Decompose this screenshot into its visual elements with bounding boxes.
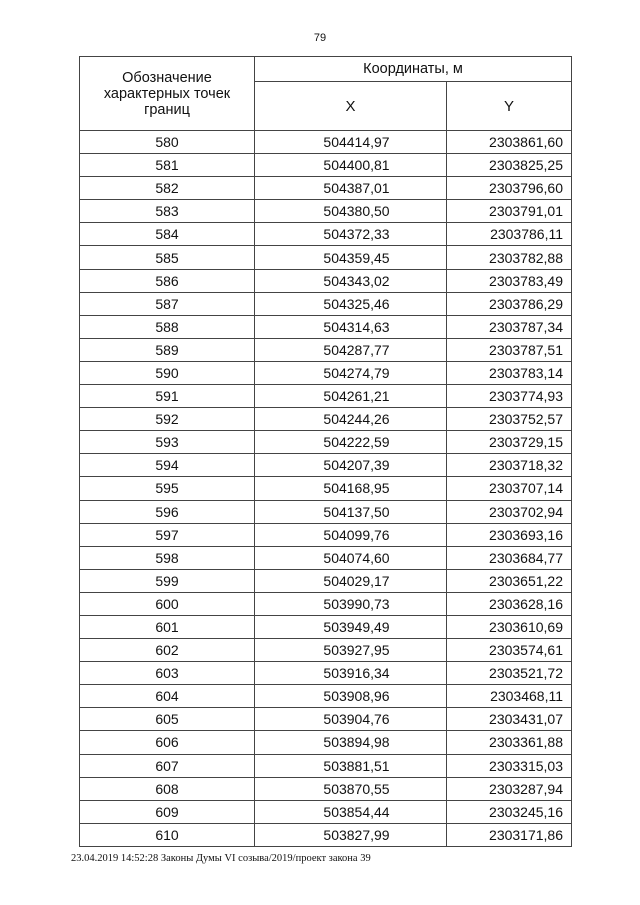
y-cell: 2303729,15: [447, 431, 572, 454]
y-cell: 2303783,49: [447, 269, 572, 292]
point-cell: 590: [80, 361, 255, 384]
x-cell: 504359,45: [255, 246, 447, 269]
x-cell: 504274,79: [255, 361, 447, 384]
table-row: [80, 338, 572, 361]
point-cell: 587: [80, 292, 255, 315]
x-cell: 503916,34: [255, 662, 447, 685]
header-x: X: [255, 82, 447, 131]
point-cell: 584: [80, 223, 255, 246]
x-cell: 503904,76: [255, 708, 447, 731]
table-row: [80, 292, 572, 315]
x-cell: 503854,44: [255, 800, 447, 823]
x-cell: 503881,51: [255, 754, 447, 777]
x-cell: 503894,98: [255, 731, 447, 754]
x-cell: 504287,77: [255, 338, 447, 361]
y-cell: 2303315,03: [447, 754, 572, 777]
point-cell: 595: [80, 477, 255, 500]
point-cell: 597: [80, 523, 255, 546]
table-row: [80, 708, 572, 731]
point-cell: 599: [80, 569, 255, 592]
table-row: [80, 131, 572, 154]
table-row: [80, 200, 572, 223]
table-row: [80, 523, 572, 546]
x-cell: 504222,59: [255, 431, 447, 454]
footer-stamp: 23.04.2019 14:52:28 Законы Думы VI созыва/2019/проект закона 39: [71, 853, 371, 864]
point-cell: 603: [80, 662, 255, 685]
table-row: [80, 777, 572, 800]
y-cell: 2303574,61: [447, 639, 572, 662]
table-row: [80, 477, 572, 500]
x-cell: 504343,02: [255, 269, 447, 292]
point-cell: 607: [80, 754, 255, 777]
x-cell: 503908,96: [255, 685, 447, 708]
x-cell: 504168,95: [255, 477, 447, 500]
x-cell: 503827,99: [255, 823, 447, 846]
y-cell: 2303651,22: [447, 569, 572, 592]
table-row: [80, 615, 572, 638]
x-cell: 503927,95: [255, 639, 447, 662]
point-cell: 606: [80, 731, 255, 754]
header-coordinates: Координаты, м: [255, 57, 572, 82]
y-cell: 2303245,16: [447, 800, 572, 823]
y-cell: 2303468,11: [447, 685, 572, 708]
table-row: [80, 662, 572, 685]
point-cell: 583: [80, 200, 255, 223]
y-cell: 2303287,94: [447, 777, 572, 800]
header-point-label: Обозначение характерных точек границ: [80, 57, 255, 131]
x-cell: 504137,50: [255, 500, 447, 523]
page-number: 79: [313, 32, 327, 44]
y-cell: 2303783,14: [447, 361, 572, 384]
table-row: [80, 454, 572, 477]
table-row: [80, 800, 572, 823]
x-cell: 503990,73: [255, 592, 447, 615]
point-cell: 598: [80, 546, 255, 569]
point-cell: 582: [80, 177, 255, 200]
y-cell: 2303702,94: [447, 500, 572, 523]
y-cell: 2303610,69: [447, 615, 572, 638]
y-cell: 2303782,88: [447, 246, 572, 269]
point-cell: 588: [80, 315, 255, 338]
x-cell: 503870,55: [255, 777, 447, 800]
y-cell: 2303787,34: [447, 315, 572, 338]
table-row: [80, 177, 572, 200]
x-cell: 504244,26: [255, 408, 447, 431]
y-cell: 2303825,25: [447, 154, 572, 177]
table-row: [80, 731, 572, 754]
table-row: [80, 385, 572, 408]
x-cell: 504207,39: [255, 454, 447, 477]
table-row: [80, 685, 572, 708]
x-cell: 504314,63: [255, 315, 447, 338]
table-row: [80, 315, 572, 338]
y-cell: 2303171,86: [447, 823, 572, 846]
x-cell: 504380,50: [255, 200, 447, 223]
y-cell: 2303693,16: [447, 523, 572, 546]
x-cell: 504261,21: [255, 385, 447, 408]
point-cell: 591: [80, 385, 255, 408]
point-cell: 604: [80, 685, 255, 708]
y-cell: 2303774,93: [447, 385, 572, 408]
y-cell: 2303361,88: [447, 731, 572, 754]
y-cell: 2303786,11: [447, 223, 572, 246]
table-row: [80, 546, 572, 569]
x-cell: 504074,60: [255, 546, 447, 569]
table-row: [80, 408, 572, 431]
x-cell: 504029,17: [255, 569, 447, 592]
y-cell: 2303718,32: [447, 454, 572, 477]
point-cell: 601: [80, 615, 255, 638]
table-row: [80, 223, 572, 246]
table-body: [80, 131, 572, 847]
coordinates-table: [79, 56, 572, 847]
y-cell: 2303861,60: [447, 131, 572, 154]
table-row: [80, 754, 572, 777]
y-cell: 2303521,72: [447, 662, 572, 685]
x-cell: 503949,49: [255, 615, 447, 638]
header-y: Y: [447, 82, 572, 131]
table-row: [80, 592, 572, 615]
point-cell: 610: [80, 823, 255, 846]
y-cell: 2303787,51: [447, 338, 572, 361]
point-cell: 581: [80, 154, 255, 177]
y-cell: 2303628,16: [447, 592, 572, 615]
point-cell: 596: [80, 500, 255, 523]
y-cell: 2303786,29: [447, 292, 572, 315]
point-cell: 580: [80, 131, 255, 154]
table-row: [80, 500, 572, 523]
y-cell: 2303707,14: [447, 477, 572, 500]
point-cell: 592: [80, 408, 255, 431]
table-row: [80, 639, 572, 662]
point-cell: 605: [80, 708, 255, 731]
point-cell: 600: [80, 592, 255, 615]
point-cell: 594: [80, 454, 255, 477]
y-cell: 2303752,57: [447, 408, 572, 431]
x-cell: 504325,46: [255, 292, 447, 315]
point-cell: 586: [80, 269, 255, 292]
x-cell: 504099,76: [255, 523, 447, 546]
point-cell: 608: [80, 777, 255, 800]
point-cell: 589: [80, 338, 255, 361]
x-cell: 504372,33: [255, 223, 447, 246]
point-cell: 602: [80, 639, 255, 662]
point-cell: 593: [80, 431, 255, 454]
table-row: [80, 246, 572, 269]
point-cell: 585: [80, 246, 255, 269]
table-row: [80, 361, 572, 384]
x-cell: 504400,81: [255, 154, 447, 177]
table-row: [80, 431, 572, 454]
table-row: [80, 269, 572, 292]
table-row: [80, 154, 572, 177]
y-cell: 2303684,77: [447, 546, 572, 569]
x-cell: 504387,01: [255, 177, 447, 200]
y-cell: 2303431,07: [447, 708, 572, 731]
x-cell: 504414,97: [255, 131, 447, 154]
table-row: [80, 823, 572, 846]
y-cell: 2303791,01: [447, 200, 572, 223]
y-cell: 2303796,60: [447, 177, 572, 200]
table-row: [80, 569, 572, 592]
point-cell: 609: [80, 800, 255, 823]
